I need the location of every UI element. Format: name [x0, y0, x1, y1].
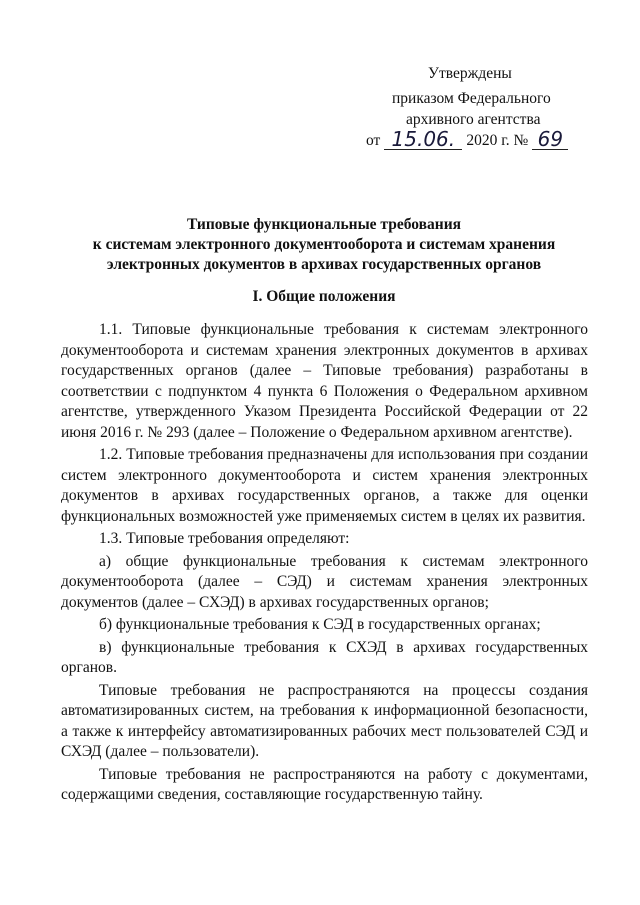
paragraph: б) функциональные требования к СЭД в государственных органах; — [99, 616, 541, 633]
paragraph: 1.1. Типовые функциональные требования к системам электронного документооборота и системам хранения электронных документов в архивах государственных органов (далее – Типовые требования) разработаны в соответствии с подпунктом 4 пункта 6 Положения о Федеральном архивном агентстве, утвержденного Указом Президента Российской Федерации от 22 июня 2016 г. № 293 (далее – Положение о Федеральном архивном агентстве). — [61, 321, 588, 441]
document-body — [61, 320, 588, 808]
approval-date-handwritten: 15.06. — [384, 129, 462, 150]
paragraph: в) функциональные требования к СХЭД в архивах государственных органов. — [61, 638, 588, 676]
title-line: электронных документов в архивах государственных органов — [106, 256, 542, 273]
approval-date-number-line — [366, 129, 568, 150]
approval-order-line1: приказом Федерального — [392, 90, 551, 107]
approval-from-label: от — [366, 132, 381, 149]
paragraph: Типовые требования не распространяются на процессы создания автоматизированных систем, на требования к информационной безопасности, а также к интерфейсу автоматизированных рабочих мест пользователей СЭД и СХЭД (далее – пользователи). — [61, 681, 588, 760]
approval-year-label: 2020 г. № — [466, 132, 529, 149]
paragraph: Типовые требования не распространяются на работу с документами, содержащими сведения, составляющие государственную тайну. — [61, 765, 588, 803]
section-heading: I. Общие положения — [252, 288, 396, 305]
paragraph: а) общие функциональные требования к системам электронного документооборота (далее – СЭД) и системам хранения электронных документов (далее – СХЭД) в архивах государственных органов; — [61, 552, 588, 611]
approval-heading: Утверждены — [428, 65, 512, 82]
approval-order-line2: архивного агентства — [406, 111, 541, 128]
paragraph: 1.3. Типовые требования определяют: — [99, 530, 350, 547]
document-title — [60, 215, 588, 275]
title-line: Типовые функциональные требования — [186, 216, 462, 233]
paragraph: 1.2. Типовые требования предназначены для использования при создании систем электронного документооборота и систем хранения электронных документов в архивах государственных органов, а также для оценки функциональных возможностей уже применяемых систем в целях их развития. — [61, 446, 588, 525]
title-line: к системам электронного документооборота и системам хранения — [92, 236, 556, 253]
approval-number-handwritten: 69 — [532, 129, 568, 150]
